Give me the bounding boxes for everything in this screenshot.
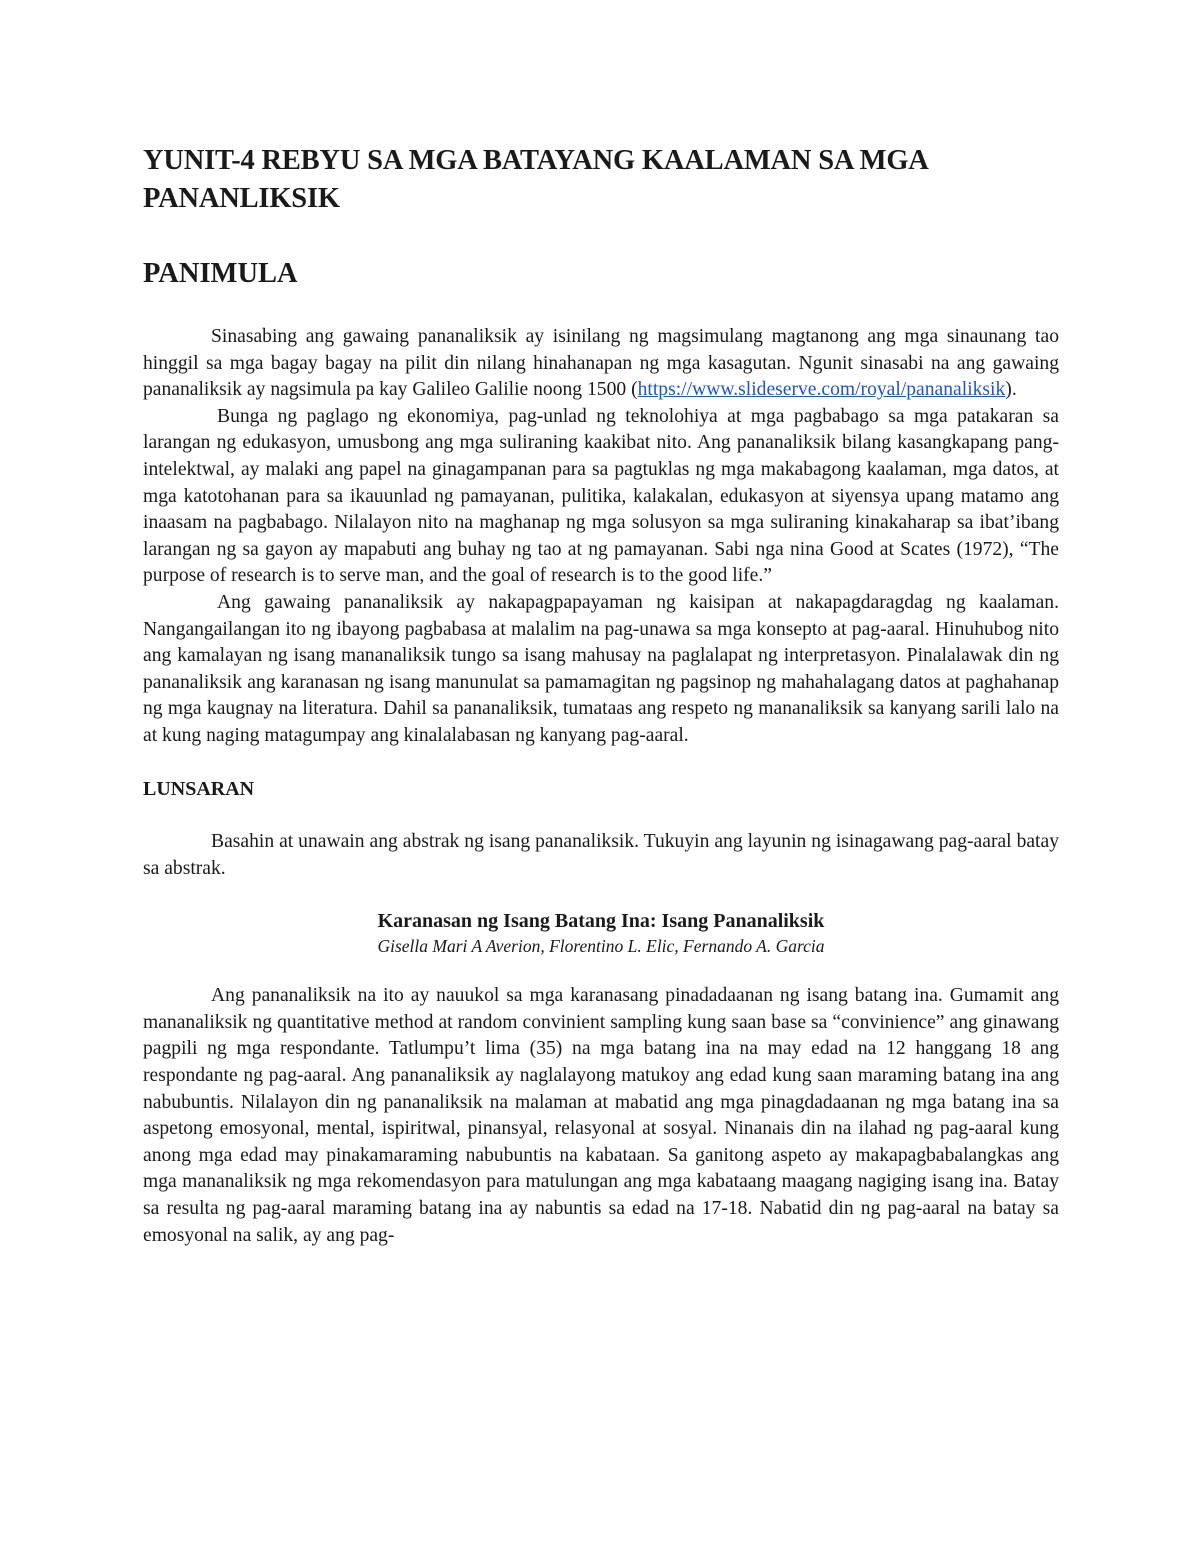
lunsaran-heading: LUNSARAN (143, 777, 255, 800)
panimula-paragraph-2: Bunga ng paglago ng ekonomiya, pag-unlad ng teknolohiya at mga pagbabago sa mga patakaran sa larangan ng edukasyon, umusbong ang mga suliraning kaakibat nito. Ang pananaliksik bilang kasangkapang pang-intelektwal, ay malaki ang papel na ginagampanan para sa pagtuklas ng mga makabagong kaalaman, mga datos, at mga katotohanan para sa ikauunlad ng pamayanan, pulitika, kalakalan, edukasyon at siyensya upang matamo ang inaasam na pagbabago. Nilalayon nito na maghanap ng mga solusyon sa mga suliraning kinakaharap sa ibat’ibang larangan ng sa gayon ay mapabuti ang buhay ng tao at ng pamayanan. Sabi nga nina Good at Scates (1972), “The purpose of research is to serve man, and the goal of research is to the good life.” (143, 405, 1059, 587)
slideserve-link[interactable]: https://www.slideserve.com/royal/pananaliksik (637, 379, 1006, 401)
abstract-title: Karanasan ng Isang Batang Ina: Isang Pananaliksik (377, 910, 825, 933)
panimula-heading: PANIMULA (143, 258, 298, 289)
abstract-body: Ang pananaliksik na ito ay nauukol sa mga karanasang pinadadaanan ng isang batang ina. Gumamit ang mananaliksik ng quantitative method at random convinient sampling kung saan base sa “convinience” ang ginawang pagpili ng mga respondante. Tatlumpu’t lima (35) na mga batang ina na may edad na 12 hanggang 18 ang respondante ng pag-aaral. Ang pananaliksik ay naglalayong matukoy ang edad kung saan maraming batang ina ang nabubuntis. Nilalayon din ng pananaliksik na malaman at mabatid ang mga pinagdadaanan ng mga batang ina sa aspetong emosyonal, mental, ispiritwal, pinansyal, relasyonal at sosyal. Ninanais din na ilahad ng pag-aaral kung anong mga edad may pinakamaraming nabubuntis na kabataan. Sa ganitong aspeto ay makapagbabalangkas ang mga mananaliksik ng mga rekomendasyon para matulungan ang mga kabataang maagang nagiging isang ina. Batay sa resulta ng pag-aaral maraming batang ina ay nabuntis sa edad na 17-18. Nabatid din ng pag-aaral na batay sa emosyonal na salik, ay ang pag- (143, 985, 1059, 1246)
panimula-paragraph-1-end: ). (1005, 379, 1017, 401)
panimula-paragraph-1 (143, 324, 1059, 404)
panimula-paragraph-3: Ang gawaing pananaliksik ay nakapagpapayaman ng kaisipan at nakapagdaragdag ng kaalaman. Nangangailangan ito ng ibayong pagbabasa at malalim na pag-unawa sa mga konsepto at pag-aaral. Hinuhubog nito ang kamalayan ng isang mananaliksik tungo sa isang mahusay na paglalapat ng interpretasyon. Pinalalawak din ng pananaliksik ang karanasan ng isang manunulat sa pamamagitan ng pagsinop ng mahahalagang datos at paghahanap ng mga kaugnay na literatura. Dahil sa pananaliksik, tumataas ang respeto ng mananaliksik sa kanyang sarili lalo na at kung naging matagumpay ang kinalalabasan ng kanyang pag-aaral. (143, 591, 1059, 746)
panimula-paragraph-1-text: Sinasabing ang gawaing pananaliksik ay isinilang ng magsimulang magtanong ang mga sinaunang tao hinggil sa mga bagay bagay na pilit din nilang hinahanapan ng mga kasagutan. Ngunit sinasabi na ang gawaing pananaliksik ay nagsimula pa kay Galileo Galilie noong 1500 ( (143, 326, 1059, 401)
document-page (143, 142, 1059, 1249)
lunsaran-instruction: Basahin at unawain ang abstrak ng isang pananaliksik. Tukuyin ang layunin ng isinagawang pag-aaral batay sa abstrak. (143, 831, 1059, 879)
abstract-authors: Gisella Mari A Averion, Florentino L. Elic, Fernando A. Garcia (377, 936, 825, 957)
document-title: YUNIT-4 REBYU SA MGA BATAYANG KAALAMAN SA MGA PANANLIKSIK (143, 145, 928, 214)
